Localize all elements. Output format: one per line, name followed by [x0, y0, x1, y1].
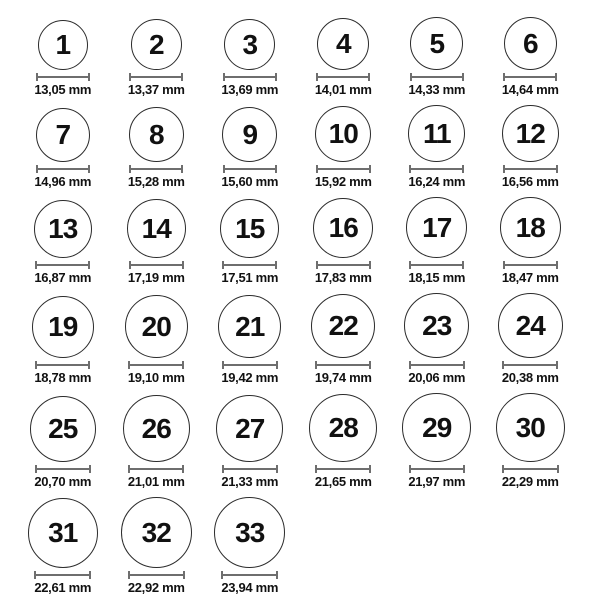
ring-size-item: [484, 105, 578, 189]
ring-size-number: 25: [48, 413, 78, 444]
ring-size-number: 7: [55, 119, 71, 150]
ring-size-number: 27: [235, 412, 265, 444]
ring-size-number: 24: [515, 309, 545, 341]
ring-size-item: [297, 106, 391, 189]
diameter-dimension-line: [316, 165, 371, 173]
ring-size-number: 26: [141, 412, 171, 444]
diameter-dimension-line: [316, 73, 370, 81]
diameter-dimension-line: [129, 261, 184, 269]
diameter-dimension-line: [222, 465, 278, 473]
ring-circle: [224, 19, 275, 70]
ring-size-number: 18: [515, 211, 545, 243]
diameter-dimension-line: [503, 73, 557, 81]
ring-circle: [28, 498, 98, 568]
ring-size-number: 4: [335, 28, 351, 59]
ring-size-item: [390, 17, 484, 97]
diameter-label: 16,87 mm: [34, 270, 92, 285]
diameter-dimension-line: [36, 73, 90, 81]
diameter-label: 13,69 mm: [221, 82, 279, 97]
ring-size-number: 17: [422, 211, 452, 243]
diameter-dimension-line: [34, 571, 91, 579]
diameter-label: 15,28 mm: [127, 174, 185, 189]
diameter-label: 18,47 mm: [501, 270, 559, 285]
ring-circle: [317, 18, 369, 70]
ring-circle: [216, 395, 283, 462]
diameter-label: 21,97 mm: [408, 474, 466, 489]
diameter-dimension-line: [128, 571, 185, 579]
ring-circle: [125, 295, 188, 358]
ring-size-item: [390, 197, 484, 285]
diameter-dimension-line: [223, 165, 277, 173]
diameter-label: 19,74 mm: [314, 370, 372, 385]
ring-size-item: [16, 200, 110, 285]
ring-size-item: [110, 199, 204, 285]
ring-size-number: 11: [422, 117, 451, 149]
diameter-label: 15,92 mm: [314, 174, 372, 189]
ring-circle: [402, 393, 471, 462]
diameter-label: 19,42 mm: [221, 370, 279, 385]
diameter-label: 21,65 mm: [314, 474, 372, 489]
ring-size-item: [110, 497, 204, 595]
diameter-label: 23,94 mm: [221, 580, 279, 595]
ring-circle: [121, 497, 192, 568]
diameter-label: 14,01 mm: [314, 82, 372, 97]
diameter-label: 16,24 mm: [408, 174, 466, 189]
diameter-dimension-line: [128, 465, 184, 473]
diameter-label: 15,60 mm: [221, 174, 279, 189]
diameter-label: 13,37 mm: [127, 82, 185, 97]
diameter-label: 16,56 mm: [501, 174, 559, 189]
ring-size-item: [203, 199, 297, 285]
ring-size-item: [203, 295, 297, 385]
diameter-dimension-line: [222, 361, 278, 369]
ring-circle: [309, 394, 377, 462]
ring-circle: [38, 20, 88, 70]
diameter-dimension-line: [409, 465, 465, 473]
ring-circle: [404, 293, 469, 358]
diameter-dimension-line: [316, 261, 371, 269]
ring-size-item: [110, 395, 204, 489]
ring-size-number: 31: [48, 517, 78, 548]
diameter-label: 18,78 mm: [34, 370, 92, 385]
ring-size-number: 2: [148, 28, 164, 60]
ring-circle: [30, 396, 96, 462]
ring-size-number: 6: [522, 27, 538, 59]
ring-size-item: [16, 108, 110, 189]
diameter-dimension-line: [36, 165, 90, 173]
diameter-dimension-line: [409, 165, 464, 173]
ring-circle: [410, 17, 463, 70]
diameter-label: 14,64 mm: [501, 82, 559, 97]
ring-size-number: 3: [242, 28, 258, 60]
diameter-dimension-line: [315, 361, 371, 369]
ring-size-number: 16: [328, 212, 358, 243]
diameter-dimension-line: [35, 361, 90, 369]
ring-size-number: 10: [328, 118, 358, 149]
ring-circle: [127, 199, 186, 258]
ring-circle: [220, 199, 279, 258]
diameter-dimension-line: [502, 361, 558, 369]
diameter-label: 22,61 mm: [34, 580, 92, 595]
ring-size-item: [203, 107, 297, 189]
diameter-dimension-line: [35, 261, 90, 269]
ring-size-item: [297, 294, 391, 385]
ring-size-item: [203, 19, 297, 97]
diameter-dimension-line: [35, 465, 91, 473]
ring-size-number: 22: [328, 310, 358, 341]
ring-size-item: [203, 497, 297, 595]
ring-size-number: 33: [235, 516, 265, 548]
ring-circle: [504, 17, 557, 70]
diameter-label: 19,10 mm: [127, 370, 185, 385]
ring-size-number: 12: [515, 117, 545, 149]
ring-circle: [406, 197, 467, 258]
ring-circle: [313, 198, 373, 258]
ring-size-number: 5: [429, 27, 445, 59]
ring-size-item: [16, 20, 110, 97]
ring-size-item: [16, 296, 110, 385]
ring-size-item: [297, 18, 391, 97]
ring-size-item: [297, 394, 391, 489]
diameter-label: 17,19 mm: [127, 270, 185, 285]
ring-size-number: 20: [141, 310, 171, 342]
ring-circle: [498, 293, 563, 358]
ring-size-item: [16, 498, 110, 595]
ring-size-item: [484, 293, 578, 385]
ring-size-number: 9: [242, 118, 258, 150]
ring-size-number: 19: [48, 311, 78, 342]
ring-size-item: [203, 395, 297, 489]
diameter-dimension-line: [129, 73, 183, 81]
ring-size-row: [16, 17, 600, 97]
ring-circle: [32, 296, 94, 358]
ring-size-row: [16, 105, 600, 189]
ring-circle: [500, 197, 561, 258]
diameter-label: 13,05 mm: [34, 82, 92, 97]
diameter-dimension-line: [409, 261, 464, 269]
ring-size-number: 8: [148, 118, 164, 150]
ring-size-number: 14: [141, 212, 171, 244]
diameter-label: 14,96 mm: [34, 174, 92, 189]
ring-size-number: 30: [515, 411, 545, 443]
ring-size-number: 29: [422, 411, 452, 443]
diameter-dimension-line: [223, 73, 277, 81]
diameter-label: 21,01 mm: [127, 474, 185, 489]
ring-size-row: [16, 393, 600, 489]
diameter-dimension-line: [503, 261, 558, 269]
ring-size-item: [390, 293, 484, 385]
ring-size-number: 21: [235, 310, 265, 342]
ring-size-row: [16, 197, 600, 285]
diameter-dimension-line: [222, 261, 277, 269]
ring-size-number: 13: [48, 213, 78, 244]
ring-circle: [129, 107, 184, 162]
diameter-dimension-line: [128, 361, 184, 369]
diameter-dimension-line: [221, 571, 278, 579]
diameter-label: 22,29 mm: [501, 474, 559, 489]
ring-size-item: [16, 396, 110, 489]
diameter-label: 20,70 mm: [34, 474, 92, 489]
diameter-label: 22,92 mm: [127, 580, 185, 595]
ring-circle: [131, 19, 182, 70]
ring-size-item: [110, 295, 204, 385]
diameter-label: 20,06 mm: [408, 370, 466, 385]
ring-size-item: [297, 198, 391, 285]
ring-size-item: [484, 17, 578, 97]
ring-circle: [315, 106, 371, 162]
diameter-dimension-line: [502, 465, 559, 473]
ring-size-number: 15: [235, 212, 265, 244]
ring-circle: [502, 105, 559, 162]
ring-circle: [311, 294, 375, 358]
ring-size-item: [484, 197, 578, 285]
ring-circle: [408, 105, 465, 162]
ring-size-item: [110, 19, 204, 97]
diameter-dimension-line: [503, 165, 558, 173]
ring-size-item: [390, 105, 484, 189]
ring-size-number: 32: [141, 516, 171, 548]
diameter-label: 21,33 mm: [221, 474, 279, 489]
ring-circle: [123, 395, 190, 462]
diameter-dimension-line: [409, 361, 465, 369]
ring-size-item: [110, 107, 204, 189]
diameter-label: 17,51 mm: [221, 270, 279, 285]
ring-circle: [214, 497, 285, 568]
ring-size-item: [390, 393, 484, 489]
diameter-label: 20,38 mm: [501, 370, 559, 385]
ring-size-number: 1: [55, 29, 71, 60]
diameter-label: 17,83 mm: [314, 270, 372, 285]
ring-circle: [496, 393, 565, 462]
ring-circle: [222, 107, 277, 162]
ring-circle: [36, 108, 90, 162]
ring-size-row: [16, 293, 600, 385]
ring-size-item: [484, 393, 578, 489]
ring-circle: [218, 295, 281, 358]
ring-size-number: 23: [422, 309, 452, 341]
diameter-label: 14,33 mm: [408, 82, 466, 97]
ring-size-number: 28: [328, 412, 358, 443]
diameter-dimension-line: [410, 73, 464, 81]
diameter-dimension-line: [129, 165, 183, 173]
diameter-dimension-line: [315, 465, 371, 473]
ring-circle: [34, 200, 92, 258]
diameter-label: 18,15 mm: [408, 270, 466, 285]
ring-size-row: [16, 497, 600, 595]
